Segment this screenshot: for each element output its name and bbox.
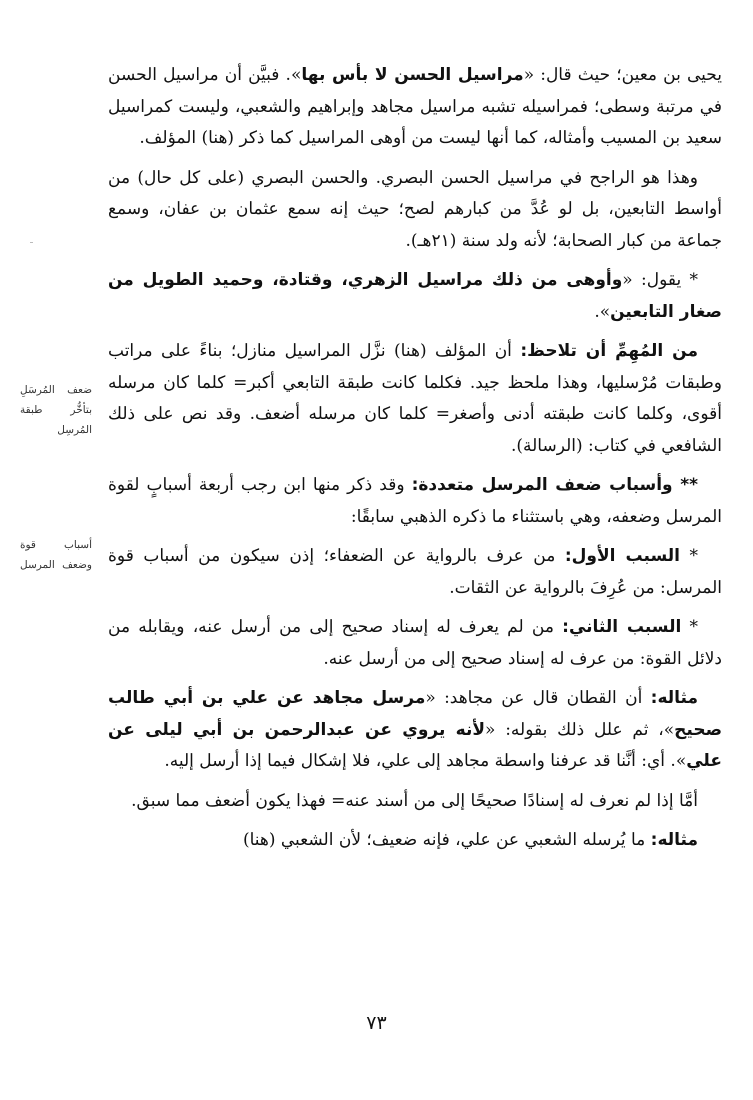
text-run: يحيى بن معين؛ حيث قال: « xyxy=(523,65,722,85)
paragraph xyxy=(108,825,722,857)
text-run: أن المؤلف (هنا) نزَّل المراسيل منازل؛ بناءً على مراتب وطبقات مُرْسليها، وهذا ملحظ جيد. فكلما كانت طبقة التابعي أكبر= كلما كان مرسله أقوى، وكلما كانت طبقته أدنى وأصغر= كلما كان مرسله أضعف. وقد نص على ذلك الشافعي في كتاب: (الرسالة). xyxy=(108,341,722,456)
bold-text: لأنه يروي عن عبدالرحمن بن أبي ليلى عن علي xyxy=(108,719,722,771)
bold-text: مثاله: xyxy=(650,688,698,708)
paragraph xyxy=(108,786,722,818)
text-run: وهذا هو الراجح في مراسيل الحسن البصري. والحسن البصري (على كل حال) من أواسط التابعين، بل لو عُدَّ من كبارهم لصح؛ حيث إنه سمع عثمان بن عفان، وسمع جماعة من كبار الصحابة؛ لأنه ولد سنة (٢١هـ). xyxy=(108,167,722,251)
text-run: وقد ذكر منها ابن رجب أربعة أسبابٍ لقوة المرسل وضعفه، وهي باستثناء ما ذكره الذهبي سابقًا: xyxy=(108,475,722,527)
text-run: أن القطان قال عن مجاهد: « xyxy=(425,688,651,708)
page-number: ٧٣ xyxy=(366,1012,387,1034)
paragraph xyxy=(108,265,722,328)
bold-text: مثاله: xyxy=(650,830,698,850)
text-run: * xyxy=(679,546,699,566)
margin-mark xyxy=(30,242,33,243)
text-run: من لم يعرف له إسناد صحيح إلى من أرسل عنه، ويقابله من دلائل القوة: من عرف له إسناد صحيح إلى من أرسل عنه. xyxy=(108,617,722,669)
text-run: * xyxy=(681,617,699,637)
text-run: أمَّا إذا لم نعرف له إسنادًا صحيحًا إلى من أسند عنه= فهذا يكون أضعف مما سبق. xyxy=(131,790,698,811)
text-run: من عرف بالرواية عن الضعفاء؛ إذن سيكون من أسباب قوة المرسل: من عُرِفَ بالرواية عن الثقات. xyxy=(108,546,722,598)
text-run: * يقول: « xyxy=(622,270,698,290)
main-text-block xyxy=(108,60,722,865)
bold-text: وأوهى من ذلك مراسيل الزهري، وقتادة، وحميد الطويل من صغار التابعين xyxy=(108,270,722,322)
bold-text: ** وأسباب ضعف المرسل متعددة: xyxy=(411,475,698,495)
paragraph xyxy=(108,60,722,155)
margin-note-causes: أسباب قوة وضعف المرسل xyxy=(20,539,92,571)
bold-text: مراسيل الحسن لا بأس بها xyxy=(301,65,524,85)
text-run: ». فبيَّن أن مراسيل الحسن في مرتبة وسطى؛ فمراسيله تشبه مراسيل مجاهد وإبراهيم والشعبي، وليست كمراسيل سعيد بن المسيب وأمثاله، كما أنها ليست من أوهى المراسيل كما ذكر (هنا) المؤلف. xyxy=(108,65,722,148)
paragraph xyxy=(108,683,722,778)
bold-text: مرسل مجاهد عن علي بن أبي طالب صحيح xyxy=(108,688,722,740)
paragraph xyxy=(108,336,722,462)
paragraph xyxy=(108,163,722,258)
margin-note-weakness: ضعف المُرسَلِ بتأخُّر طبقة المُرسِل xyxy=(20,384,92,436)
paragraph xyxy=(108,612,722,675)
text-run: ما يُرسله الشعبي عن علي، فإنه ضعيف؛ لأن الشعبي (هنا) xyxy=(242,830,651,850)
text-run: ». xyxy=(594,301,611,322)
bold-text: السبب الثاني: xyxy=(562,617,682,637)
paragraph xyxy=(108,541,722,604)
bold-text: من المُهِمِّ أن تلاحظ: xyxy=(520,341,698,361)
text-run: ». أي: أنَّنا قد عرفنا واسطة مجاهد إلى علي، فلا إشكال فيما إذا أرسل إليه. xyxy=(164,751,687,771)
text-run: »، ثم علل ذلك بقوله: « xyxy=(485,719,675,740)
paragraph xyxy=(108,470,722,533)
bold-text: السبب الأول: xyxy=(564,546,680,566)
